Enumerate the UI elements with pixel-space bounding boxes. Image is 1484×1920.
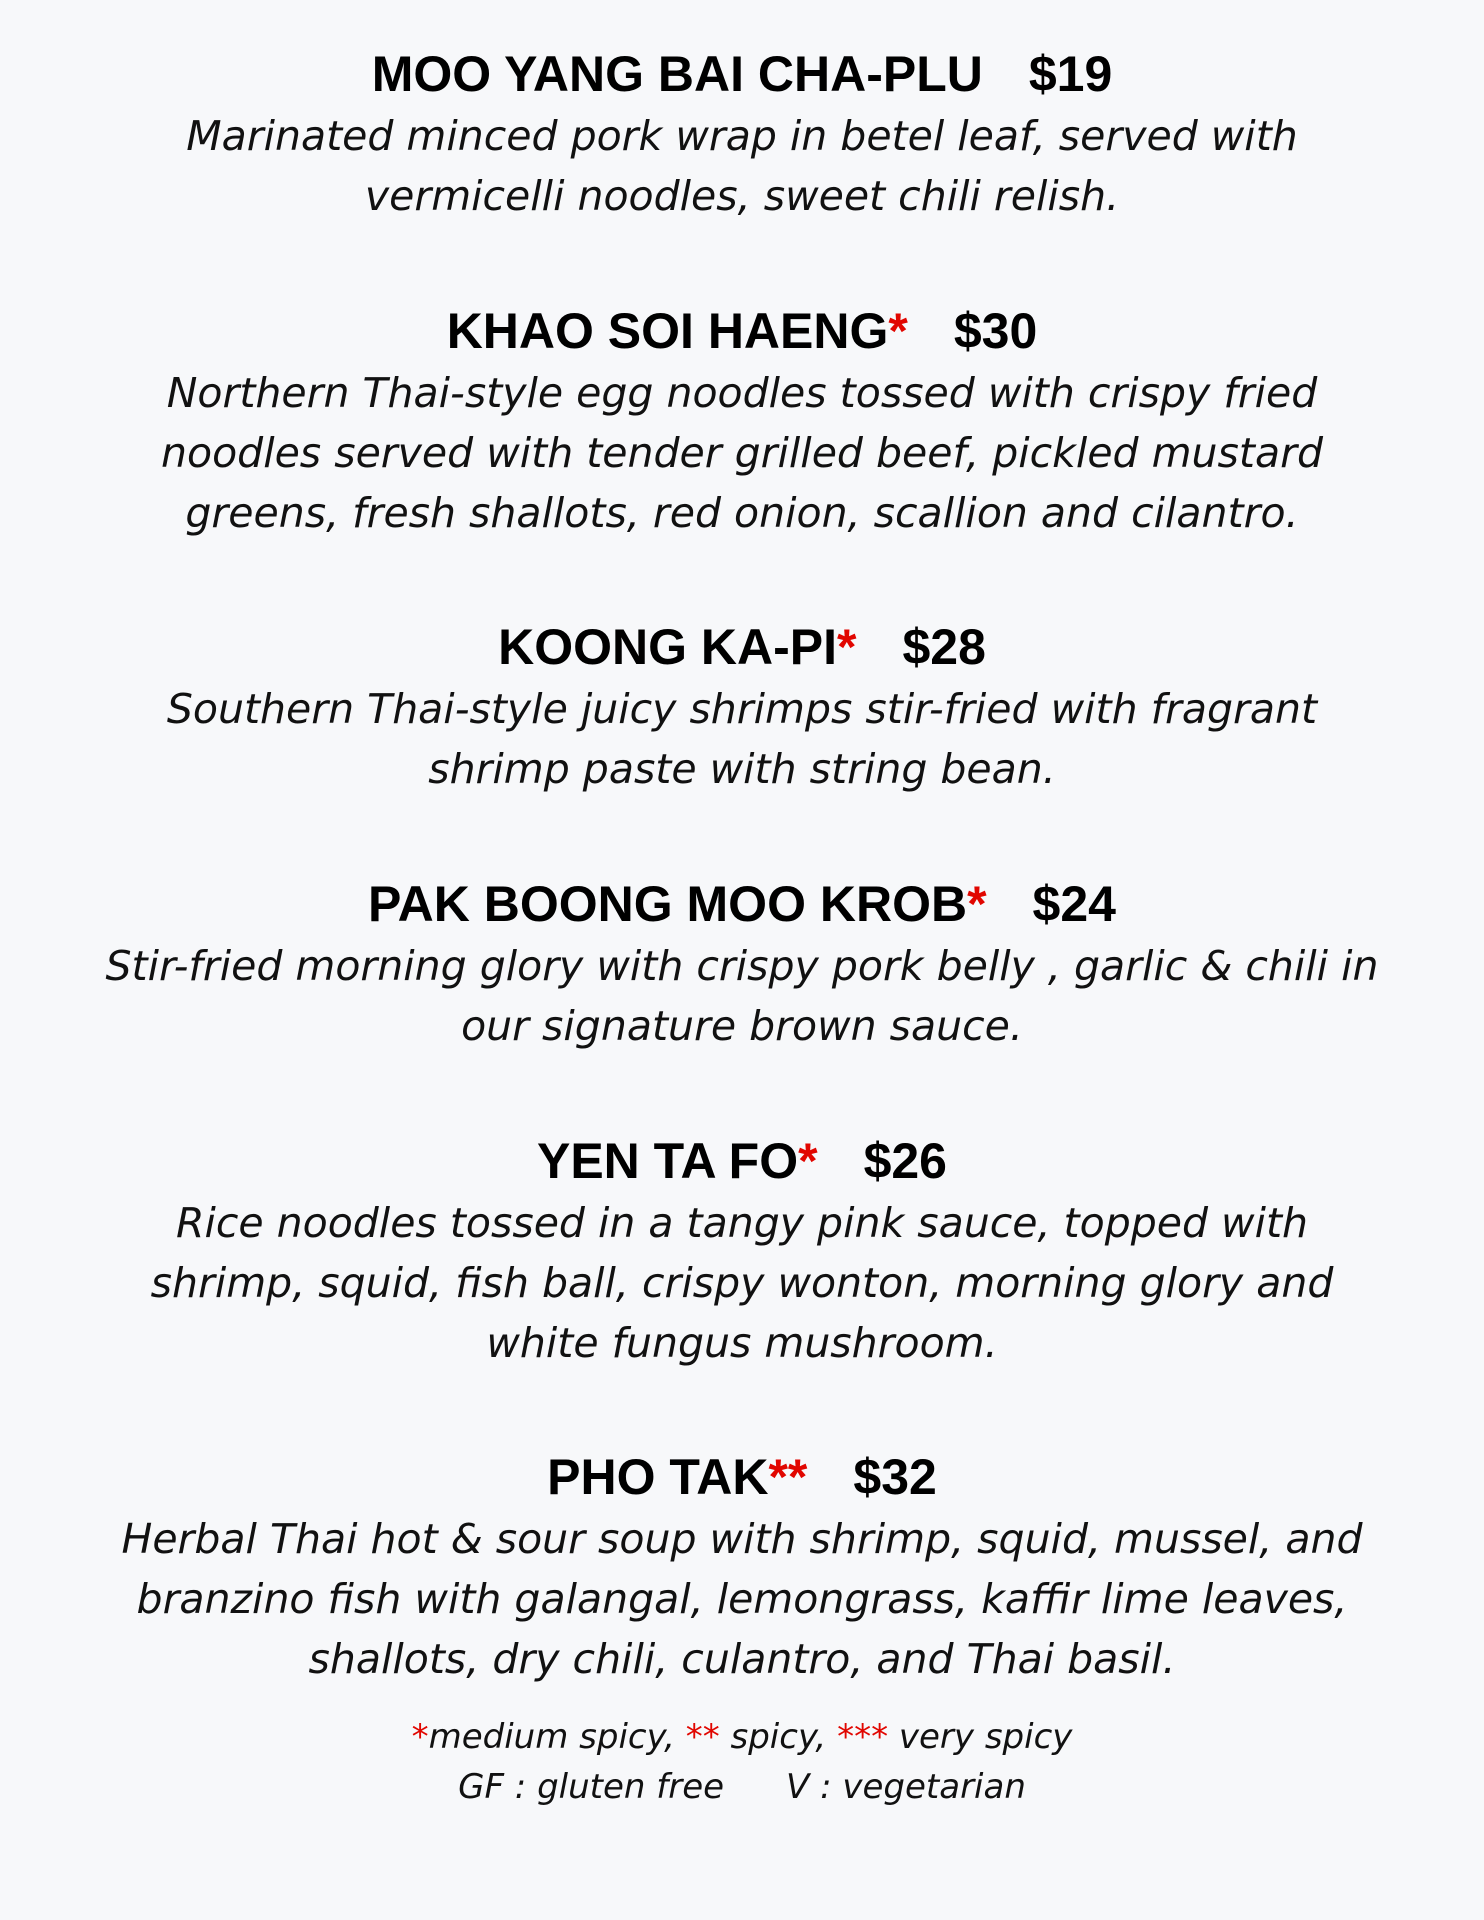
dish-description [0,106,1484,226]
dish-price: $32 [853,1449,937,1505]
dish-description [0,1193,1484,1373]
dish-description [0,679,1484,799]
dish-title [0,1447,1484,1507]
legend-medium-spicy: medium spicy, [428,1717,675,1757]
dish-name: YEN TA FO [536,1133,799,1189]
dish-price: $26 [863,1133,947,1189]
dish-title [0,1131,1484,1191]
spice-stars: ** [768,1449,808,1505]
description-line: Rice noodles tossed in a tangy pink sauce, topped with [175,1199,1309,1247]
menu-item-moo-yang-bai-cha-plu [0,44,1484,226]
spice-legend [0,1712,1484,1812]
spice-stars: * [888,303,908,359]
dish-title [0,301,1484,361]
description-line: Northern Thai-style egg noodles tossed with crispy fried [166,369,1318,417]
legend-vegetarian: V : vegetarian [786,1767,1026,1807]
dish-name: KOONG KA-PI [498,619,837,675]
spice-stars: * [967,876,987,932]
menu-item-pho-tak [0,1447,1484,1689]
dish-price: $30 [953,303,1038,359]
dish-name: MOO YANG BAI CHA-PLU [371,46,983,102]
dish-description [0,936,1484,1056]
legend-star-1: * [411,1717,429,1757]
description-line: shallots, dry chili, culantro, and Thai basil. [308,1635,1176,1683]
dish-name: KHAO SOI HAENG [446,303,889,359]
dish-title [0,617,1484,677]
description-line: vermicelli noodles, sweet chili relish. [364,172,1120,220]
menu-item-khao-soi-haeng [0,301,1484,543]
spice-stars: * [837,619,857,675]
description-line: Herbal Thai hot & sour soup with shrimp, squid, mussel, and [121,1515,1363,1563]
diet-legend-line [0,1762,1484,1812]
description-line: Marinated minced pork wrap in betel leaf, served with [186,112,1298,160]
description-line: shrimp paste with string bean. [428,745,1056,793]
description-line: shrimp, squid, fish ball, crispy wonton, morning glory and [150,1259,1334,1307]
legend-very-spicy: very spicy [898,1717,1073,1757]
menu-item-koong-ka-pi [0,617,1484,799]
description-line: Southern Thai-style juicy shrimps stir-fried with fragrant [166,685,1318,733]
legend-star-2: ** [685,1717,720,1757]
dish-price: $28 [902,619,986,675]
spice-legend-line [0,1712,1484,1762]
menu-item-pak-boong-moo-krob [0,874,1484,1056]
legend-gluten-free: GF : gluten free [458,1767,725,1807]
dish-description [0,363,1484,543]
description-line: greens, fresh shallots, red onion, scallion and cilantro. [185,489,1299,537]
dish-name: PAK BOONG MOO KROB [368,876,968,932]
dish-title [0,44,1484,104]
legend-star-3: *** [837,1717,889,1757]
dish-price: $19 [1028,46,1113,102]
description-line: noodles served with tender grilled beef, pickled mustard [161,429,1323,477]
description-line: branzino fish with galangal, lemongrass, kaffir lime leaves, [136,1575,1348,1623]
dish-name: PHO TAK [547,1449,769,1505]
spice-stars: * [798,1133,818,1189]
dish-description [0,1509,1484,1689]
dish-title [0,874,1484,934]
legend-spicy: spicy, [730,1717,827,1757]
description-line: white fungus mushroom. [486,1319,998,1367]
description-line: Stir-fried morning glory with crispy pork belly , garlic & chili in [105,942,1379,990]
dish-price: $24 [1032,876,1116,932]
description-line: our signature brown sauce. [461,1002,1023,1050]
menu-item-yen-ta-fo [0,1131,1484,1373]
